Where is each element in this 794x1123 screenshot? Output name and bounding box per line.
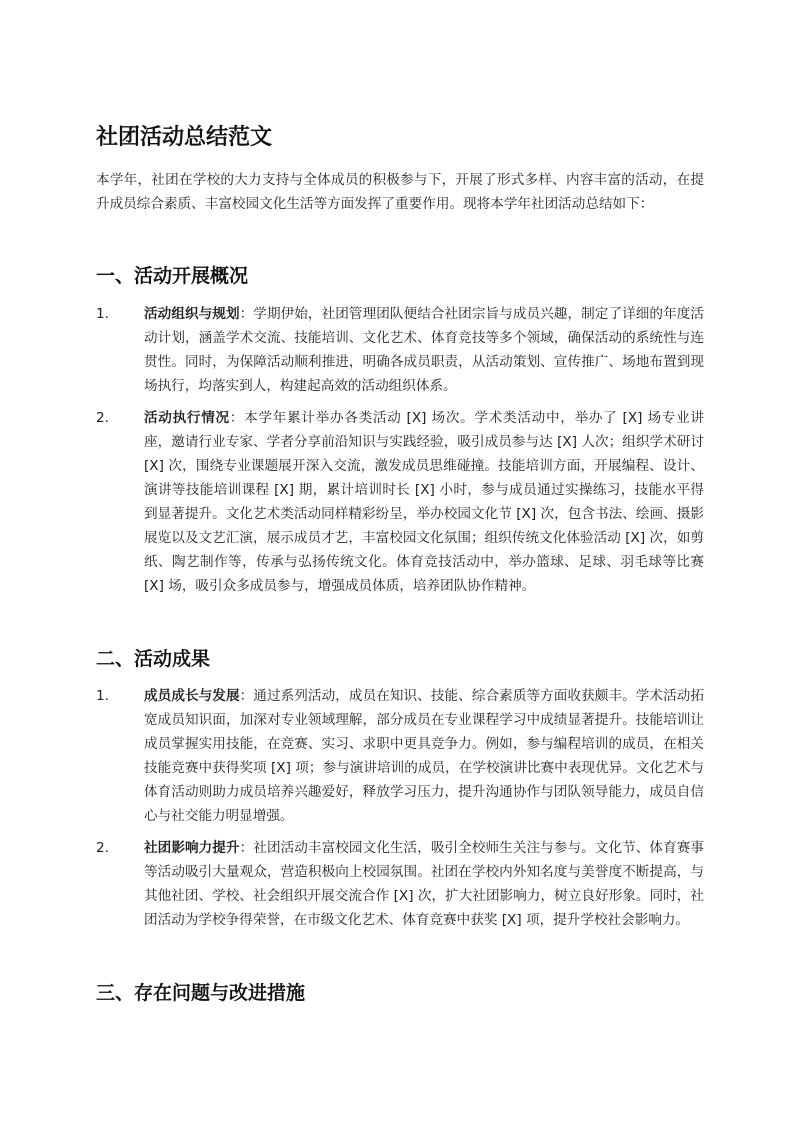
list-item-text: ：学期伊始，社团管理团队便结合社团宗旨与成员兴趣，制定了详细的年度活动计划，涵盖学术交流、技能培训、文化艺术、体育竞技等多个领域，确保活动的系统性与连贯性。同时，为保障活动顺利推进，明确各成员职责，从活动策划、宣传推广、场地布置到现场执行，均落实到人，构建起高效的活动组织体系。 [144,306,705,394]
list-item [96,302,704,398]
list-item-number: 1. [96,688,109,704]
list-item [96,836,704,932]
list-item-number: 2. [96,410,109,426]
page-title: 社团活动总结范文 [96,125,273,150]
list-item-number: 2. [96,840,109,856]
section-heading-issues: 三、存在问题与改进措施 [96,982,306,1004]
list-item-text: ：社团活动丰富校园文化生活，吸引全校师生关注与参与。文化节、体育赛事等活动吸引大量观众，营造积极向上校园氛围。社团在学校内外知名度与美誉度不断提高，与其他社团、学校、社会组织开展交流合作 [X] 次，扩大社团影响力，树立良好形象。同时，社团活动为学校争得荣誉，在市级文化艺术、体育竞赛中获奖 [X] 项，提升学校社会影响力。 [144,840,705,928]
list-item-label: 成员成长与发展 [144,688,240,704]
list-item-label: 活动组织与规划 [144,306,240,322]
section-heading-overview: 一、活动开展概况 [96,265,249,287]
intro-paragraph: 本学年，社团在学校的大力支持与全体成员的积极参与下，开展了形式多样、内容丰富的活动，在提升成员综合素质、丰富校园文化生活等方面发挥了重要作用。现将本学年社团活动总结如下： [96,172,704,212]
list-item [96,684,704,828]
list-item-text: ：本学年累计举办各类活动 [X] 场次。学术类活动中，举办了 [X] 场专业讲座，邀请行业专家、学者分享前沿知识与实践经验，吸引成员参与达 [X] 人次；组织学术研讨 [X] 次，围绕专业课题展开深入交流，激发成员思维碰撞。技能培训方面，开展编程、设计、演讲等技能培训课程 [X] 期，累计培训时长 [X] 小时，参与成员通过实操练习，技能水平得到显著提升。文化艺术类活动同样精彩纷呈，举办校园文化节 [X] 次，包含书法、绘画、摄影展览以及文艺汇演，展示成员才艺，丰富校园文化氛围；组织传统文化体验活动 [X] 次，如剪纸、陶艺制作等，传承与弘扬传统文化。体育竞技活动中，举办篮球、足球、羽毛球等比赛 [X] 场，吸引众多成员参与，增强成员体质，培养团队协作精神。 [144,410,704,594]
list-item-number: 1. [96,306,109,322]
list-item-label: 活动执行情况 [144,410,230,426]
list-item [96,406,704,598]
list-item-text: ：通过系列活动，成员在知识、技能、综合素质等方面收获颇丰。学术活动拓宽成员知识面，加深对专业领域理解，部分成员在专业课程学习中成绩显著提升。技能培训让成员掌握实用技能，在竞赛、实习、求职中更具竞争力。例如，参与编程培训的成员，在相关技能竞赛中获得奖项 [X] 项；参与演讲培训的成员，在学校演讲比赛中表现优异。文化艺术与体育活动则助力成员培养兴趣爱好，释放学习压力，提升沟通协作与团队领导能力，成员自信心与社交能力明显增强。 [144,688,705,824]
section-list-results [96,684,704,932]
list-item-label: 社团影响力提升 [144,840,240,856]
section-list-overview [96,302,704,598]
section-heading-results: 二、活动成果 [96,648,211,670]
